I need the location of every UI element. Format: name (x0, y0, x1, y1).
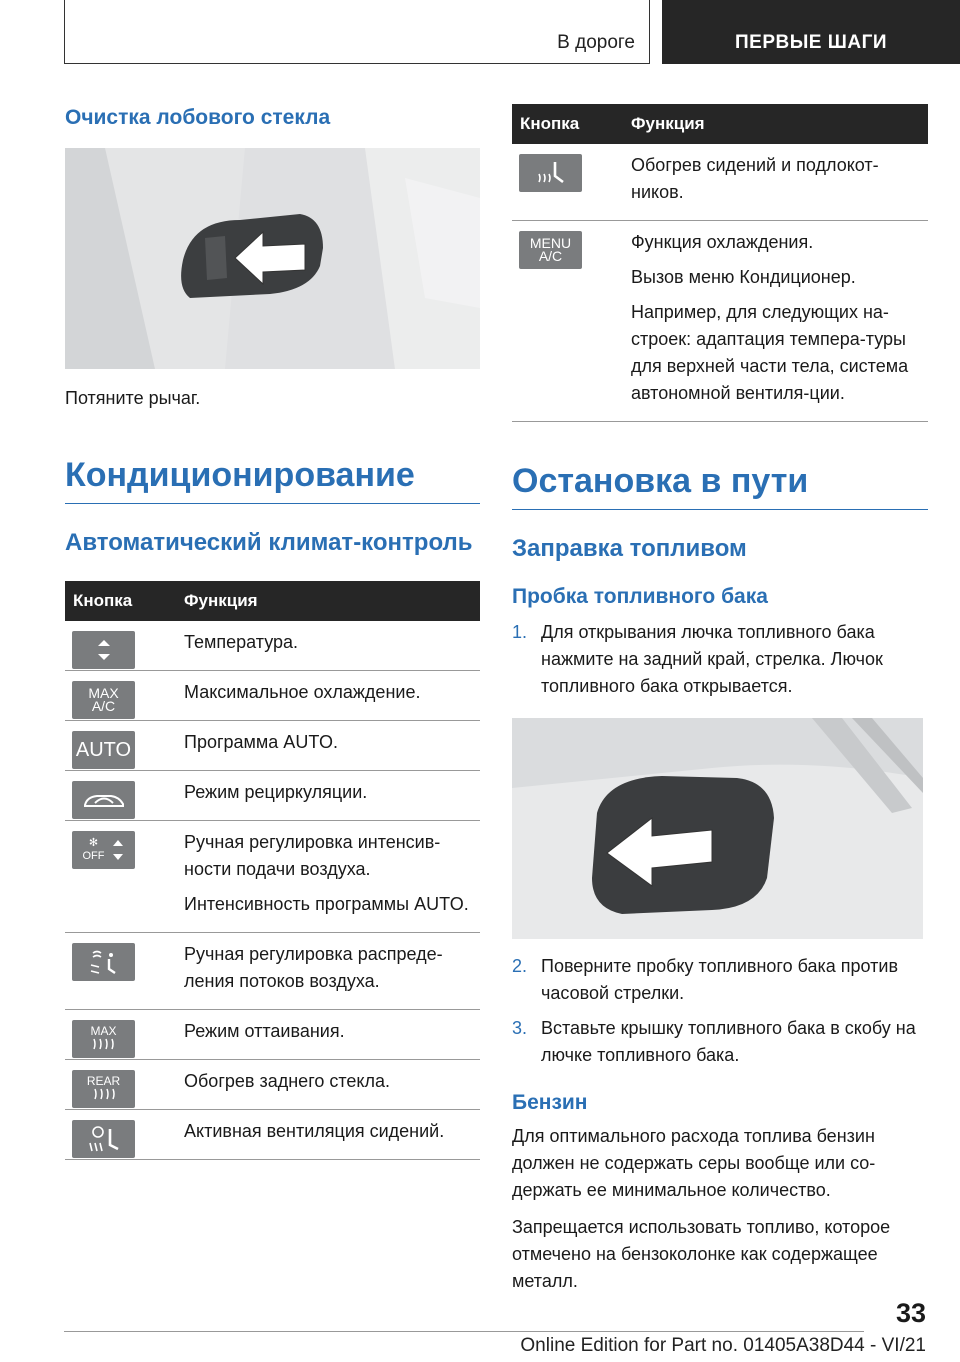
step-text: Для открывания лючка топливного бака нажмите на задний край, стрелка. Лючок топливного бака открывается. (541, 622, 883, 696)
table-row (65, 721, 480, 771)
fuel-cap-title: Пробка топливного бака (512, 585, 768, 608)
seat-heating-icon (519, 154, 582, 192)
recirculation-car-icon (72, 781, 135, 819)
function-cell (623, 221, 928, 422)
function-text: Режим оттаивания. (184, 1021, 345, 1041)
table-row (65, 821, 480, 933)
table-row (512, 221, 928, 422)
function-cell (176, 821, 480, 933)
auto-climate-title: Автоматический климат-контроль (65, 529, 473, 556)
max-ac-icon: MAX A/C (72, 681, 135, 719)
step-number: 1. (512, 622, 528, 642)
windshield-caption: Потяните рычаг. (65, 388, 201, 408)
fuel-flap-illustration (512, 718, 923, 939)
col-button-header: Кнопка (65, 581, 176, 621)
function-cell (176, 671, 480, 721)
footer-rule (64, 1331, 864, 1332)
col-function-header: Функция (623, 104, 928, 144)
list-item (512, 619, 928, 700)
table-row (65, 933, 480, 1010)
function-text: Температура. (184, 632, 299, 652)
table-row (65, 1110, 480, 1160)
table-row (65, 1060, 480, 1110)
col-button-header: Кнопка (512, 104, 623, 144)
function-cell (623, 144, 928, 221)
petrol-paragraph-2: Запрещается использовать топливо, которое отмечено на бензоколонке как содержащее металл. (512, 1217, 891, 1291)
steps-list (512, 619, 928, 700)
petrol-title: Бензин (512, 1091, 588, 1114)
function-cell (176, 1060, 480, 1110)
left-column (65, 106, 480, 1160)
refuel-title: Заправка топливом (512, 535, 747, 562)
function-text: Режим рециркуляции. (184, 782, 368, 802)
function-text: Ручная регулировка интенсив-ности подачи воздуха. (184, 832, 441, 879)
stop-title: Остановка в пути (512, 462, 928, 510)
petrol-paragraph-1: Для оптимального расхода топлива бензин должен не содержать серы вообще или со-держать ее минимальное количество. (512, 1126, 876, 1200)
function-cell (176, 933, 480, 1010)
step-text: Поверните пробку топливного бака против часовой стрелки. (541, 956, 899, 1003)
function-text: Обогрев сидений и подлокот-ников. (631, 155, 879, 202)
temperature-arrows-icon (72, 631, 135, 669)
table-row (65, 621, 480, 671)
header-section-box (64, 0, 650, 64)
edition-text: Online Edition for Part no. 01405A38D44 - VI/21 (520, 1335, 926, 1356)
ac-title: Кондиционирование (65, 456, 480, 504)
windshield-title: Очистка лобового стекла (65, 106, 331, 129)
list-item (512, 953, 928, 1007)
function-cell (176, 1110, 480, 1160)
steps-list-cont (512, 953, 928, 1069)
header-section: В дороге (557, 32, 635, 53)
function-text: Максимальное охлаждение. (184, 682, 421, 702)
function-cell (176, 721, 480, 771)
header-chapter-box (662, 0, 960, 64)
step-number: 2. (512, 956, 528, 976)
function-text: Интенсивность программы AUTO. (184, 894, 469, 914)
function-cell (176, 1010, 480, 1060)
climate-buttons-table-cont (512, 104, 928, 422)
header-chapter: ПЕРВЫЕ ШАГИ (734, 32, 888, 53)
function-cell (176, 621, 480, 671)
table-row (65, 771, 480, 821)
function-text: Обогрев заднего стекла. (184, 1071, 391, 1091)
max-defrost-icon: MAX (72, 1020, 135, 1058)
fan-off-icon: ✻ OFF (72, 831, 135, 869)
fuel-flap-photo (512, 718, 923, 939)
function-text: Например, для следующих на-строек: адаптация темпера-туры для верхней части тела, система автономной вентиля-ции. (631, 302, 909, 403)
table-row (65, 1010, 480, 1060)
function-text: Активная вентиляция сидений. (184, 1121, 445, 1141)
function-text: Ручная регулировка распреде-ления потоков воздуха. (184, 944, 443, 991)
step-number: 3. (512, 1018, 528, 1038)
function-cell (176, 771, 480, 821)
air-distribution-icon (72, 943, 135, 981)
table-row (65, 671, 480, 721)
list-item (512, 1015, 928, 1069)
col-function-header: Функция (176, 581, 480, 621)
function-text: Функция охлаждения. (631, 232, 814, 252)
climate-buttons-table (65, 581, 480, 1160)
function-text: Программа AUTO. (184, 732, 338, 752)
menu-ac-icon: MENU A/C (519, 231, 582, 269)
right-column (512, 104, 928, 1295)
table-row (512, 144, 928, 221)
step-text: Вставьте крышку топливного бака в скобу на лючке топливного бака. (541, 1018, 916, 1065)
wiper-lever-photo (65, 148, 480, 369)
auto-icon: AUTO (72, 731, 135, 769)
page-number: 33 (895, 1298, 926, 1328)
function-text: Вызов меню Кондиционер. (631, 267, 856, 287)
wiper-lever-illustration (65, 148, 480, 369)
seat-ventilation-icon (72, 1120, 135, 1158)
rear-defrost-icon: REAR (72, 1070, 135, 1108)
